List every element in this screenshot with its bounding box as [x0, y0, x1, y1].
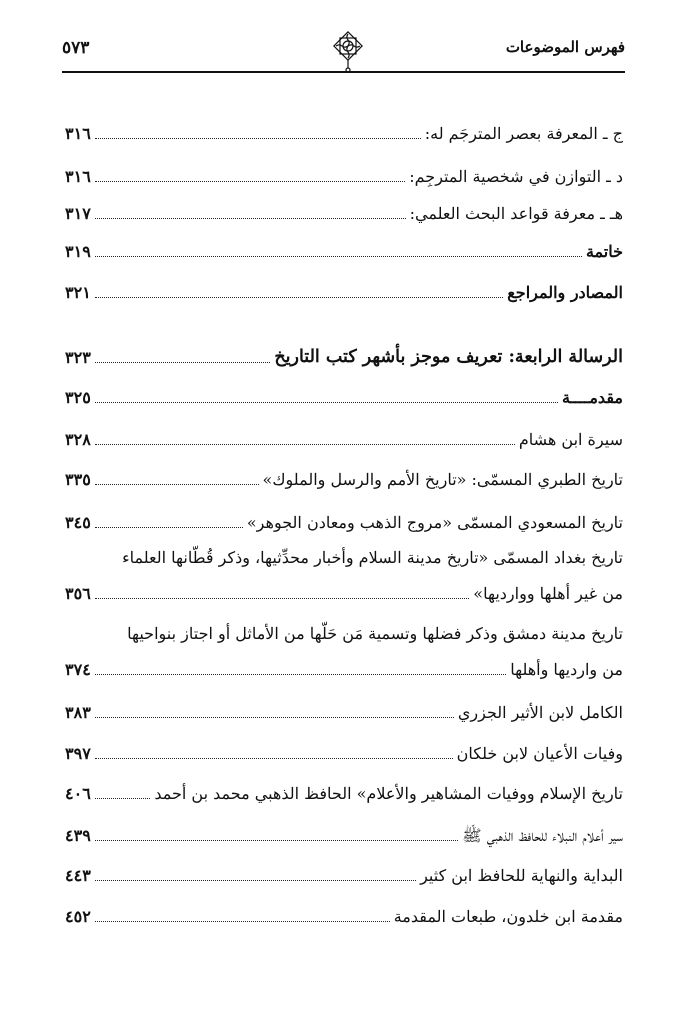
entry-title: تاريخ الإسلام ووفيات المشاهير والأعلام» الحافظ الذهبي محمد بن أحمد [154, 784, 623, 804]
entry-page: ٣٧٤ [65, 660, 91, 680]
entry-title: الرسالة الرابعة: تعريف موجز بأشهر كتب التاريخ [274, 347, 623, 368]
entry-title: د ـ التوازن في شخصية المترجِم: [409, 167, 623, 187]
dot-leader [95, 879, 416, 881]
toc-entry [65, 696, 623, 724]
toc-entry [65, 737, 623, 765]
entry-title: سير أعلام النبلاء للحافظ الذهبي ﷺ [462, 826, 623, 846]
toc-entry [65, 506, 623, 534]
toc-entry [65, 235, 623, 263]
toc-entry [65, 463, 623, 491]
entry-title: مقدمــــة [562, 388, 623, 408]
header-rule [62, 71, 625, 73]
entry-page: ٣٥٦ [65, 584, 91, 604]
toc-entry [65, 117, 623, 145]
entry-first-line: تاريخ بغداد المسمّى «تاريخ مدينة السلام وأخبار محدِّثيها، وذكر قُطّانها العلماء [122, 548, 623, 567]
entry-page: ٣٢٨ [65, 430, 91, 450]
entry-page: ٣١٦ [65, 124, 91, 144]
entry-title: تاريخ الطبري المسمّى: «تاريخ الأمم والرسل والملوك» [262, 470, 623, 490]
entry-page: ٤٤٣ [65, 866, 91, 886]
dot-leader [95, 401, 558, 403]
entry-page: ٣٢٣ [65, 348, 91, 368]
entry-page: ٣١٧ [65, 204, 91, 224]
page-header [62, 30, 625, 84]
running-title: فهرس الموضوعات [505, 38, 625, 56]
entry-title: ج ـ المعرفة بعصر المترجَم له: [424, 124, 623, 144]
entry-title: الكامل لابن الأثير الجزري [457, 703, 623, 723]
entry-first-line: تاريخ مدينة دمشق وذكر فضلها وتسمية مَن حَلّها من الأماثل أو اجتاز بنواحيها [127, 624, 623, 643]
dot-leader [95, 443, 515, 445]
toc-entry [65, 160, 623, 188]
toc-entry [65, 777, 623, 805]
entry-page: ٣٣٥ [65, 470, 91, 490]
toc-entry [65, 197, 623, 225]
entry-page: ٣٨٣ [65, 703, 91, 723]
entry-page: ٤٣٩ [65, 826, 91, 846]
entry-title: وفيات الأعيان لابن خلكان [456, 744, 623, 764]
entry-page: ٤٠٦ [65, 784, 91, 804]
dot-leader [95, 597, 470, 599]
entry-title: تاريخ المسعودي المسمّى «مروج الذهب ومعادن الجوهر» [246, 513, 623, 533]
entry-title: البداية والنهاية للحافظ ابن كثير [420, 866, 623, 886]
dot-leader [95, 255, 582, 257]
entry-title: خاتمة [585, 242, 623, 262]
dot-leader [95, 483, 259, 485]
entry-title: مقدمة ابن خلدون، طبعات المقدمة [393, 907, 623, 927]
entry-title: هـ ـ معرفة قواعد البحث العلمي: [409, 204, 623, 224]
toc-entry [65, 423, 623, 451]
dot-leader [95, 296, 504, 298]
dot-leader [95, 716, 454, 718]
dot-leader [95, 180, 405, 182]
dot-leader [95, 673, 506, 675]
dot-leader [95, 217, 406, 219]
dot-leader [95, 137, 421, 139]
toc-entry [65, 859, 623, 887]
toc-entry [65, 276, 623, 304]
entry-title: من وارديها وأهلها [510, 660, 623, 680]
toc-entry [65, 577, 623, 605]
entry-page: ٣٢٥ [65, 388, 91, 408]
entry-title: من غير أهلها ووارديها» [473, 584, 623, 604]
toc-entry [65, 653, 623, 681]
dot-leader [95, 839, 459, 841]
entry-page: ٣١٦ [65, 167, 91, 187]
toc-entry [65, 819, 623, 847]
entry-title: المصادر والمراجع [507, 283, 623, 303]
entry-page: ٣٩٧ [65, 744, 91, 764]
dot-leader [95, 361, 271, 363]
toc-entry [65, 381, 623, 409]
dot-leader [95, 757, 453, 759]
entry-title: سيرة ابن هشام [518, 430, 623, 450]
entry-page: ٣٢١ [65, 283, 91, 303]
dot-leader [95, 920, 390, 922]
entry-page: ٣٤٥ [65, 513, 91, 533]
entry-page: ٣١٩ [65, 242, 91, 262]
entry-page: ٤٥٢ [65, 907, 91, 927]
page-number: ٥٧٣ [62, 38, 90, 58]
section-heading [65, 341, 623, 369]
toc-entry [65, 900, 623, 928]
dot-leader [95, 797, 151, 799]
dot-leader [95, 526, 243, 528]
